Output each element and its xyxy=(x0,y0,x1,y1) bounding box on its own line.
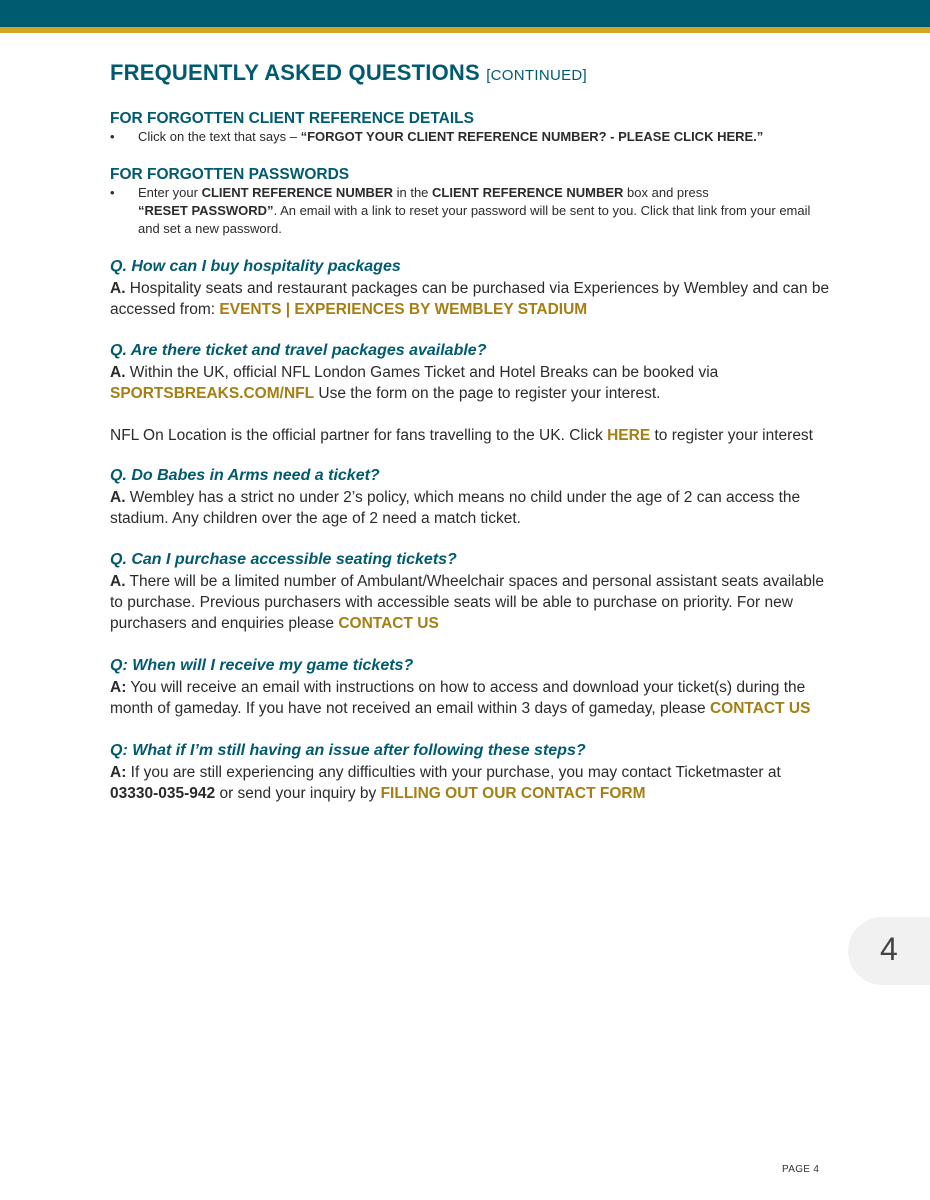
faq-answer-extra xyxy=(110,425,830,446)
faq-item xyxy=(110,549,830,634)
faq-answer xyxy=(110,571,830,634)
title-text: FREQUENTLY ASKED QUESTIONS xyxy=(110,60,480,85)
answer-text: Within the UK, official NFL London Games Ticket and Hotel Breaks can be booked via xyxy=(125,364,719,381)
link-contact-form[interactable]: FILLING OUT OUR CONTACT FORM xyxy=(380,785,646,802)
answer-prefix: A. xyxy=(110,364,126,381)
bullet-bold-text: “RESET PASSWORD” xyxy=(138,203,274,218)
faq-question: Q. Can I purchase accessible seating tickets? xyxy=(110,551,457,568)
phone-number: 03330-035-942 xyxy=(110,785,216,802)
page-number: 4 xyxy=(880,931,898,967)
link-experiences[interactable]: EVENTS | EXPERIENCES BY WEMBLEY STADIUM xyxy=(219,301,588,318)
bullet-text: . An email with a link to reset your password will be sent to you. Click that link from your email and set a new password. xyxy=(138,203,811,236)
answer-prefix: A. xyxy=(110,280,126,297)
section-forgotten-reference xyxy=(110,110,830,146)
bullet-text: Click on the text that says – xyxy=(138,129,301,144)
answer-text: or send your inquiry by xyxy=(215,785,381,802)
faq-item xyxy=(110,465,830,529)
link-sportsbreaks[interactable]: SPORTSBREAKS.COM/NFL xyxy=(110,385,315,402)
header-bar xyxy=(0,0,930,27)
link-contact-us[interactable]: CONTACT US xyxy=(709,700,811,717)
faq-item xyxy=(110,655,830,719)
faq-answer xyxy=(110,677,830,719)
section-heading: FOR FORGOTTEN CLIENT REFERENCE DETAILS xyxy=(110,110,474,127)
bullet-item xyxy=(110,128,830,146)
answer-text: to register your interest xyxy=(650,427,813,444)
page-content xyxy=(110,60,830,804)
bullet-item xyxy=(110,184,830,238)
bullet-bold-text: “FORGOT YOUR CLIENT REFERENCE NUMBER? - PLEASE CLICK HERE.” xyxy=(300,129,764,144)
page-title xyxy=(110,60,830,86)
section-forgotten-passwords xyxy=(110,166,830,238)
answer-text: Use the form on the page to register your interest. xyxy=(314,385,661,402)
link-here[interactable]: HERE xyxy=(607,427,651,444)
answer-prefix: A: xyxy=(110,764,127,781)
bullet-icon: • xyxy=(110,129,115,144)
title-suffix: [CONTINUED] xyxy=(486,67,588,84)
answer-prefix: A. xyxy=(110,489,126,506)
answer-text: Wembley has a strict no under 2’s policy, which means no child under the age of 2 can access the stadium. Any children over the age of 2 need a match ticket. xyxy=(110,489,801,527)
answer-prefix: A. xyxy=(110,573,126,590)
section-heading: FOR FORGOTTEN PASSWORDS xyxy=(110,166,350,183)
answer-text: You will receive an email with instructions on how to access and download your ticket(s) during the month of gameday. If you have not received an email within 3 days of gameday, please xyxy=(110,679,806,717)
header-accent-stripe xyxy=(0,27,930,33)
bullet-bold-text: CLIENT REFERENCE NUMBER xyxy=(201,185,393,200)
bullet-bold-text: CLIENT REFERENCE NUMBER xyxy=(432,185,624,200)
faq-item xyxy=(110,740,830,804)
faq-question: Q. Do Babes in Arms need a ticket? xyxy=(110,467,380,484)
answer-text: There will be a limited number of Ambulant/Wheelchair spaces and personal assistant seats available to purchase. Previous purchasers with accessible seats will be able to purchase on priority. For new purchasers and enquiries please xyxy=(110,573,824,632)
faq-item xyxy=(110,256,830,320)
page-number-tab xyxy=(848,917,930,985)
answer-text: NFL On Location is the official partner for fans travelling to the UK. Click xyxy=(110,427,608,444)
page-footer: PAGE 4 xyxy=(782,1164,820,1175)
bullet-text: Enter your xyxy=(138,185,202,200)
answer-text: If you are still experiencing any difficulties with your purchase, you may contact Ticketmaster at xyxy=(126,764,781,781)
faq-answer xyxy=(110,362,830,404)
bullet-icon: • xyxy=(110,185,115,200)
answer-prefix: A: xyxy=(110,679,127,696)
faq-question: Q: When will I receive my game tickets? xyxy=(110,657,414,674)
faq-item xyxy=(110,340,830,446)
bullet-text: box and press xyxy=(623,185,709,200)
faq-question: Q. How can I buy hospitality packages xyxy=(110,258,401,275)
link-contact-us[interactable]: CONTACT US xyxy=(338,615,439,632)
faq-answer xyxy=(110,278,830,320)
faq-answer xyxy=(110,487,830,529)
bullet-text: in the xyxy=(393,185,433,200)
faq-answer xyxy=(110,762,830,804)
faq-question: Q. Are there ticket and travel packages available? xyxy=(110,342,487,359)
faq-question: Q: What if I’m still having an issue after following these steps? xyxy=(110,742,586,759)
answer-text: Hospitality seats and restaurant packages can be purchased via Experiences by Wembley and can be accessed from: xyxy=(110,280,830,318)
